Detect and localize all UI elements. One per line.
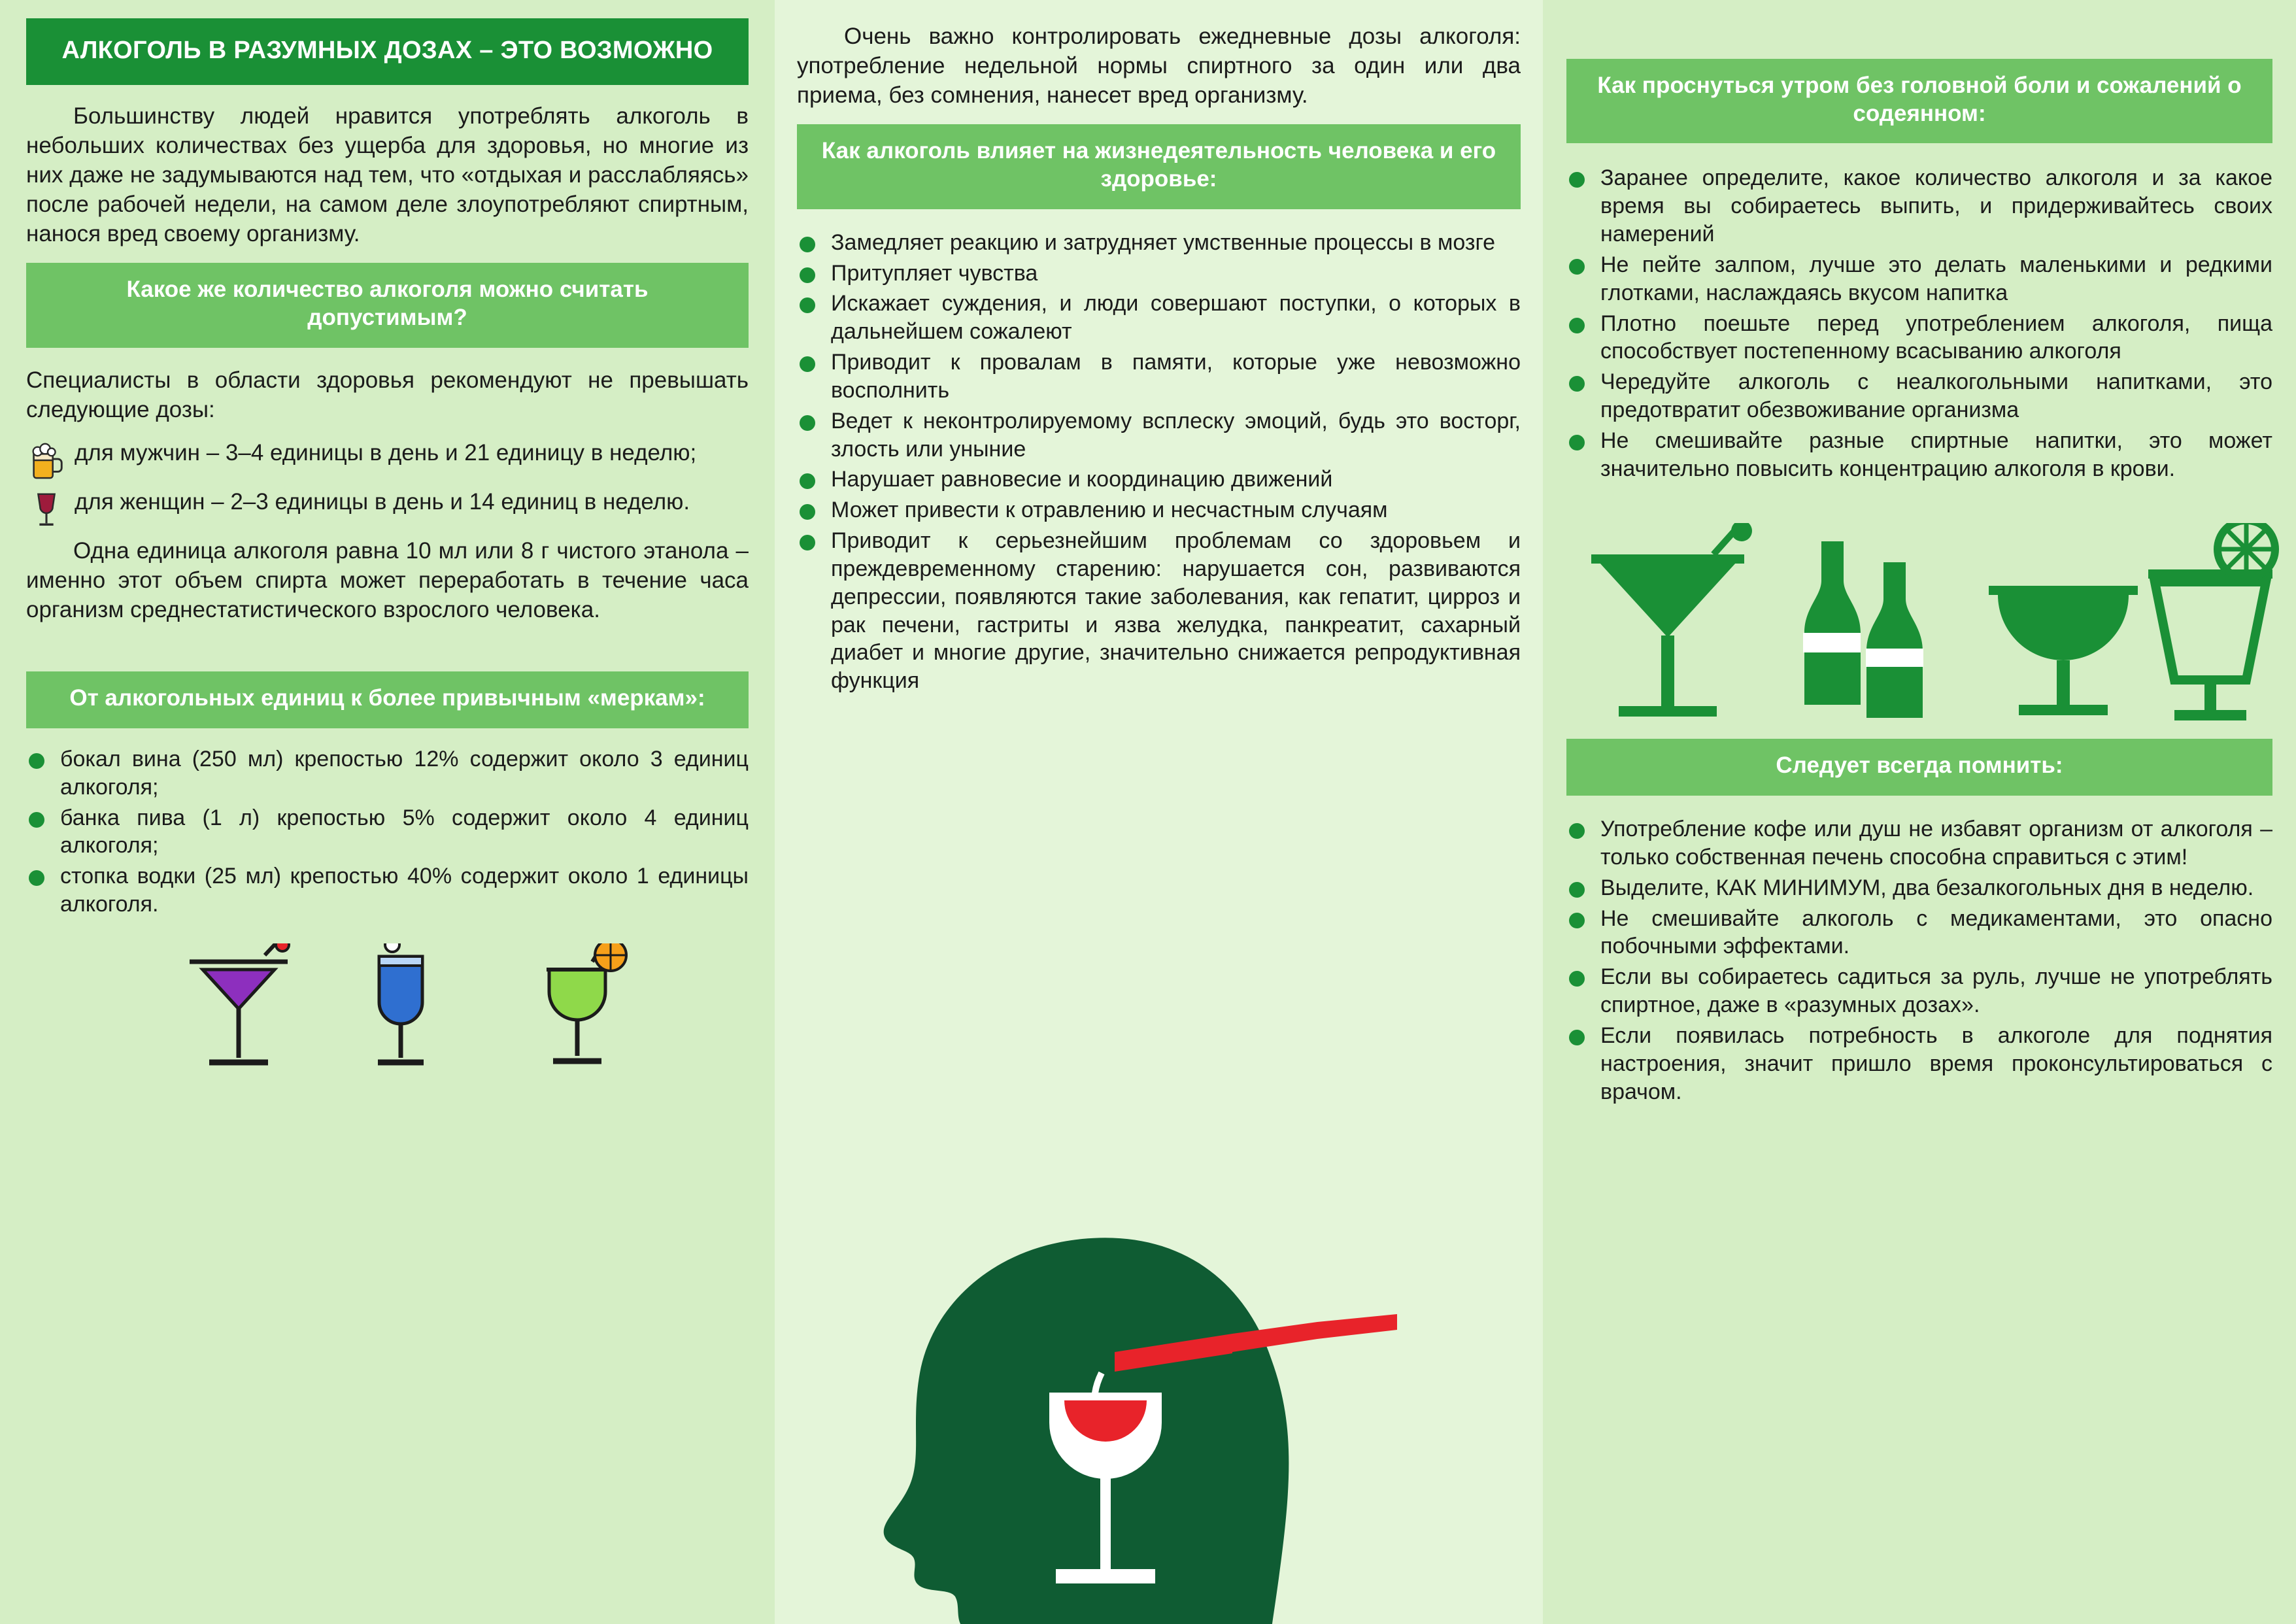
list-item: Не смешивайте алкоголь с медикаментами, это опасно побочными эффектами. xyxy=(1566,905,2272,961)
list-item: Приводит к провалам в памяти, которые уже невозможно восполнить xyxy=(797,348,1521,405)
left-drink-icons xyxy=(26,930,749,1048)
left-recommend-paragraph: Специалисты в области здоровья рекомендуют не превышать следующие дозы: xyxy=(26,367,749,422)
list-item: бокал вина (250 мл) крепостью 12% содержит около 3 единиц алкоголя; xyxy=(26,745,749,802)
heading-remember: Следует всегда помнить: xyxy=(1566,739,2272,796)
list-item: Искажает суждения, и люди совершают поступки, о которых в дальнейшем сожалеют xyxy=(797,290,1521,346)
martini-glass-icon xyxy=(190,943,294,1062)
left-intro-paragraph: Большинству людей нравится употреблять алкоголь в небольших количествах без ущерба для здоровья, но многие из них даже не задумываются над тем, что «отдыхая и расслабляясь» после рабочей недели, на самом деле злоупотребляют спиртным, нанося вред своему организму. xyxy=(26,103,749,246)
list-item: Заранее определите, какое количество алкоголя и за какое время вы собираетесь выпить, и придерживайтесь своих намерений xyxy=(1566,164,2272,248)
list-item: Плотно поешьте перед употреблением алкоголя, пища способствует постепенному всасыванию алкоголя xyxy=(1566,310,2272,366)
left-column xyxy=(0,0,775,1066)
list-item: Замедляет реакцию и затрудняет умственные процессы в мозге xyxy=(797,229,1521,257)
coupe-glass-icon xyxy=(1989,586,2138,715)
dose-men-text: для мужчин – 3–4 единицы в день и 21 единицу в неделю; xyxy=(75,440,697,466)
heading-measures: От алкогольных единиц к более привычным «меркам»: xyxy=(26,671,749,728)
head-silhouette-pouring-wine-icon xyxy=(775,1066,1543,1624)
heading-morning: Как проснуться утром без головной боли и сожалений о содеянном: xyxy=(1566,59,2272,143)
cocktail-glass-icon xyxy=(547,943,626,1061)
beer-mug-icon xyxy=(26,440,67,481)
remember-list xyxy=(1566,815,2272,1106)
measures-list xyxy=(26,745,749,919)
list-item: Не пейте залпом, лучше это делать маленькими и редкими глотками, наслаждаясь вкусом напитка xyxy=(1566,251,2272,307)
list-item: стопка водки (25 мл) крепостью 40% содержит около 1 единицы алкоголя. xyxy=(26,862,749,919)
list-item: Чередуйте алкоголь с неалкогольными напитками, это предотвратит обезвоживание организма xyxy=(1566,368,2272,424)
right-drink-icons xyxy=(1566,523,2272,739)
champagne-flute-icon xyxy=(378,943,424,1062)
middle-column xyxy=(775,0,1543,716)
list-item: Приводит к серьезнейшим проблемам со здоровьем и преждевременному старению: нарушается сон, развиваются депрессии, появляются такие заболевания, как гепатит, цирроз и рак печени, гастриты и язва желудка, панкреатит, сахарный диабет и многие другие, значительно снижается репродуктивная функция xyxy=(797,527,1521,695)
heading-effects: Как алкоголь влияет на жизнедеятельность человека и его здоровье: xyxy=(797,124,1521,209)
wine-bottles-icon xyxy=(1803,541,1923,718)
martini-glass-icon xyxy=(1591,523,1752,717)
unit-definition-paragraph: Одна единица алкоголя равна 10 мл или 8 г чистого этанола – именно этот объем спирта может переработать в течение часа организм среднестатистического взрослого человека. xyxy=(26,537,749,622)
dose-women-text: для женщин – 2–3 единицы в день и 14 единиц в неделю. xyxy=(75,489,690,515)
dose-women-line xyxy=(26,488,749,517)
morning-tips-list xyxy=(1566,164,2272,482)
dose-men-line xyxy=(26,439,749,468)
list-item: Если появилась потребность в алкоголе для поднятия настроения, значит пришло время проконсультироваться с врачом. xyxy=(1566,1022,2272,1106)
list-item: Если вы собираетесь садиться за руль, лучше не употреблять спиртное, даже в «разумных дозах». xyxy=(1566,963,2272,1019)
list-item: Может привести к отравлению и несчастным случаям xyxy=(797,496,1521,524)
list-item: Притупляет чувства xyxy=(797,260,1521,288)
list-item: Употребление кофе или душ не избавят организм от алкоголя – только собственная печень способна справиться с этим! xyxy=(1566,815,2272,871)
list-item: Выделите, КАК МИНИМУМ, два безалкогольных дня в неделю. xyxy=(1566,874,2272,902)
list-item: банка пива (1 л) крепостью 5% содержит около 4 единиц алкоголя; xyxy=(26,804,749,860)
citrus-cocktail-icon xyxy=(2148,523,2275,720)
middle-intro-paragraph: Очень важно контролировать ежедневные дозы алкоголя: употребление недельной нормы спиртного за один или два приема, без сомнения, нанесет вред организму. xyxy=(797,24,1521,108)
wine-glass-icon xyxy=(26,489,67,530)
list-item: Нарушает равновесие и координацию движений xyxy=(797,465,1521,494)
right-column xyxy=(1543,0,2296,1126)
list-item: Не смешивайте разные спиртные напитки, это может значительно повысить концентрацию алкоголя в крови. xyxy=(1566,427,2272,483)
effects-list xyxy=(797,229,1521,695)
poster-title: АЛКОГОЛЬ В РАЗУМНЫХ ДОЗАХ – ЭТО ВОЗМОЖНО xyxy=(26,18,749,85)
list-item: Ведет к неконтролируемому всплеску эмоций, будь это восторг, злость или уныние xyxy=(797,407,1521,464)
heading-allowed-amount: Какое же количество алкоголя можно считать допустимым? xyxy=(26,263,749,347)
